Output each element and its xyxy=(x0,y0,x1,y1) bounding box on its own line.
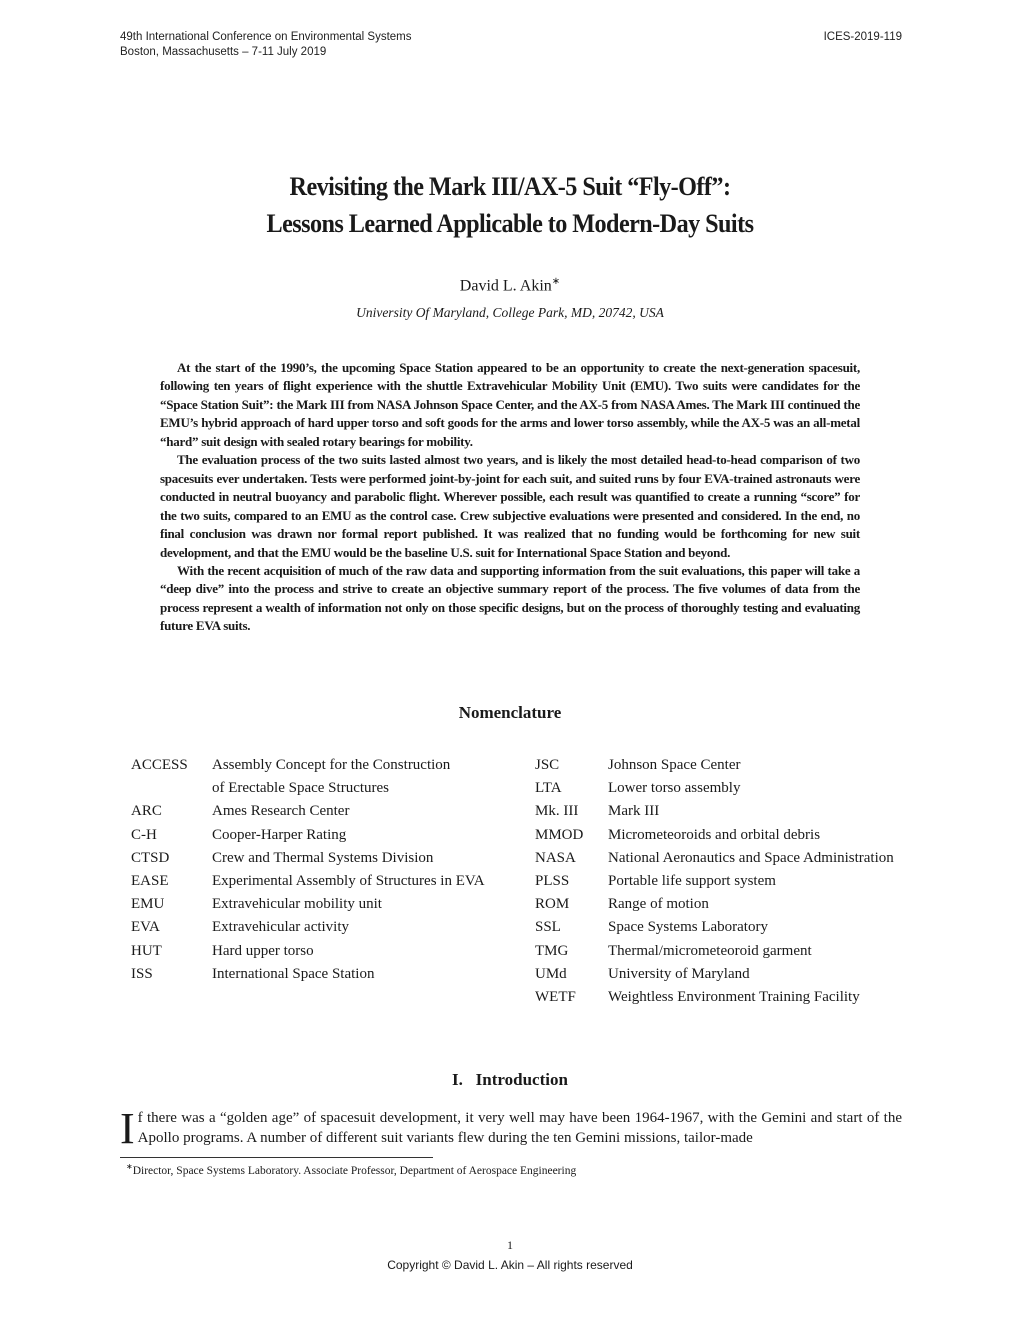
conference-location: Boston, Massachusetts – 7-11 July 2019 xyxy=(120,46,327,58)
nomenclature-abbr: WETF xyxy=(535,988,576,1005)
title-line-1: Revisiting the Mark III/AX-5 Suit “Fly-Off”: xyxy=(289,172,731,201)
nomenclature-abbr: EASE xyxy=(131,872,169,889)
nomenclature-definition: Lower torso assembly xyxy=(608,780,741,797)
nomenclature-abbr: CTSD xyxy=(131,849,170,866)
nomenclature-definition: Johnson Space Center xyxy=(608,757,741,773)
nomenclature-definition: Weightless Environment Training Facility xyxy=(608,988,860,1005)
nomenclature-entry xyxy=(535,986,894,1009)
nomenclature-abbr: HUT xyxy=(131,942,162,959)
conference-name: 49th International Conference on Environmental Systems xyxy=(120,31,412,43)
footnote xyxy=(126,1162,576,1177)
nomenclature-abbr: C-H xyxy=(131,826,157,843)
nomenclature-definition: National Aeronautics and Space Administration xyxy=(608,849,894,866)
nomenclature-abbr: ACCESS xyxy=(131,757,188,773)
nomenclature-definition: Crew and Thermal Systems Division xyxy=(212,849,434,866)
nomenclature-definition: University of Maryland xyxy=(608,965,750,982)
nomenclature-definition: Hard upper torso xyxy=(212,942,314,959)
nomenclature-abbr: EMU xyxy=(131,896,165,913)
nomenclature-definition: Experimental Assembly of Structures in EVA xyxy=(212,872,485,889)
nomenclature-abbr xyxy=(131,777,212,800)
nomenclature-definition: International Space Station xyxy=(212,965,375,982)
nomenclature-entry xyxy=(131,963,485,986)
nomenclature-entry xyxy=(535,940,894,963)
title-line-2: Lessons Learned Applicable to Modern-Day Suits xyxy=(266,209,754,238)
nomenclature-definition: Space Systems Laboratory xyxy=(608,919,768,936)
nomenclature-definition: Mark III xyxy=(608,803,660,820)
introduction-heading: I. Introduction xyxy=(452,1070,568,1089)
author-name: David L. Akin xyxy=(459,277,552,295)
nomenclature-definition: Micrometeoroids and orbital debris xyxy=(608,826,821,843)
abstract-paragraph: The evaluation process of the two suits lasted almost two years, and is likely the most detailed head-to-head comparison of two spacesuits ever undertaken. Tests were performed joint-by-joint for each suit, and suited runs by four EVA-trained astronauts were conducted in neutral buoyancy and parabolic flight. Wherever possible, each result was quantified to create a running “score” for the two suits, compared to an EMU as the control case. Crew subjective evaluations were presented and considered. In the end, no final conclusion was drawn nor formal report published. It was realized that no funding would be forthcoming for new suit development, and that the EMU would be the baseline U.S. suit for International Space Station and beyond. xyxy=(160,452,860,560)
nomenclature-definition: Ames Research Center xyxy=(212,803,350,820)
nomenclature-entry xyxy=(131,847,485,870)
nomenclature-abbr: ARC xyxy=(131,803,162,820)
nomenclature-definition: Extravehicular mobility unit xyxy=(212,896,382,913)
nomenclature-entry xyxy=(131,824,485,847)
nomenclature-definition: Thermal/micrometeoroid garment xyxy=(608,942,812,959)
nomenclature-abbr: PLSS xyxy=(535,872,570,889)
nomenclature-entry xyxy=(535,824,894,847)
nomenclature-entry xyxy=(131,800,485,823)
nomenclature-entry xyxy=(535,847,894,870)
author xyxy=(0,276,1020,295)
paper-title xyxy=(36,168,985,242)
nomenclature-heading: Nomenclature xyxy=(458,703,562,722)
nomenclature-abbr: ISS xyxy=(131,965,153,982)
abstract-paragraph: At the start of the 1990’s, the upcoming Space Station appeared to be an opportunity to create the next-generation spacesuit, following ten years of flight experience with the shuttle Extravehicular Mobility Unit (EMU). Two suits were candidates for the “Space Station Suit”: the Mark III from NASA Johnson Space Center, and the AX-5 from NASA Ames. The Mark III continued the EMU’s hybrid approach of hard upper torso and soft goods for the arms and lower torso assembly, while the AX-5 was an all-metal “hard” suit design with sealed rotary bearings for mobility. xyxy=(160,360,860,449)
paper-id: ICES-2019-119 xyxy=(823,31,902,43)
nomenclature-definition: Cooper-Harper Rating xyxy=(212,826,347,843)
nomenclature-entry xyxy=(535,916,894,939)
nomenclature-abbr: UMd xyxy=(535,965,567,982)
nomenclature-entry xyxy=(131,870,485,893)
nomenclature-entry xyxy=(535,754,894,777)
nomenclature-abbr: ROM xyxy=(535,896,570,913)
footnote-rule xyxy=(120,1157,433,1158)
author-footnote-mark: ∗ xyxy=(551,276,561,287)
nomenclature-definition: Extravehicular activity xyxy=(212,919,350,936)
nomenclature-entry xyxy=(535,777,894,800)
nomenclature-definition: Portable life support system xyxy=(608,872,776,889)
nomenclature-abbr: JSC xyxy=(535,757,560,773)
nomenclature-abbr: EVA xyxy=(131,919,160,936)
nomenclature-entry xyxy=(535,870,894,893)
footnote-text: Director, Space Systems Laboratory. Associate Professor, Department of Aerospace Engineering xyxy=(132,1164,577,1177)
nomenclature-entry xyxy=(131,940,485,963)
affiliation: University Of Maryland, College Park, MD, 20742, USA xyxy=(356,305,664,320)
copyright: Copyright © David L. Akin – All rights reserved xyxy=(387,1258,633,1272)
nomenclature-definition: Assembly Concept for the Construction xyxy=(212,757,451,773)
footnote-mark: ∗ xyxy=(126,1162,133,1171)
nomenclature-left-column xyxy=(131,754,485,986)
nomenclature-abbr: NASA xyxy=(535,849,576,866)
introduction-text: f there was a “golden age” of spacesuit development, it very well may have been 1964-1967, with the Gemini and start of the Apollo programs. A number of different suit variants flew during the ten Gemini missions, tailor-made xyxy=(137,1110,902,1146)
nomenclature-abbr: TMG xyxy=(535,942,569,959)
abstract-paragraph: With the recent acquisition of much of the raw data and supporting information from the suit evaluations, this paper will take a “deep dive” into the process and strive to create an objective summary report of the process. The five volumes of data from the process represent a wealth of information not only on those specific designs, but on the process of thoroughly testing and evaluating future EVA suits. xyxy=(160,562,860,634)
nomenclature-definition: of Erectable Space Structures xyxy=(212,780,390,797)
nomenclature-right-column xyxy=(535,754,894,1009)
abstract xyxy=(160,359,860,636)
introduction-paragraph xyxy=(120,1104,902,1153)
drop-cap: I xyxy=(120,1104,135,1153)
nomenclature-entry xyxy=(131,754,485,777)
nomenclature-abbr: Mk. III xyxy=(535,803,579,820)
nomenclature-entry xyxy=(535,893,894,916)
nomenclature-abbr: SSL xyxy=(535,919,561,936)
nomenclature-definition: Range of motion xyxy=(608,896,709,913)
running-header-left xyxy=(120,30,412,60)
nomenclature-entry xyxy=(131,777,485,800)
nomenclature-entry xyxy=(131,916,485,939)
page-number: 1 xyxy=(507,1238,513,1252)
nomenclature-entry xyxy=(131,893,485,916)
nomenclature-abbr: LTA xyxy=(535,780,562,797)
nomenclature-entry xyxy=(535,963,894,986)
nomenclature-entry xyxy=(535,800,894,823)
nomenclature-abbr: MMOD xyxy=(535,826,584,843)
